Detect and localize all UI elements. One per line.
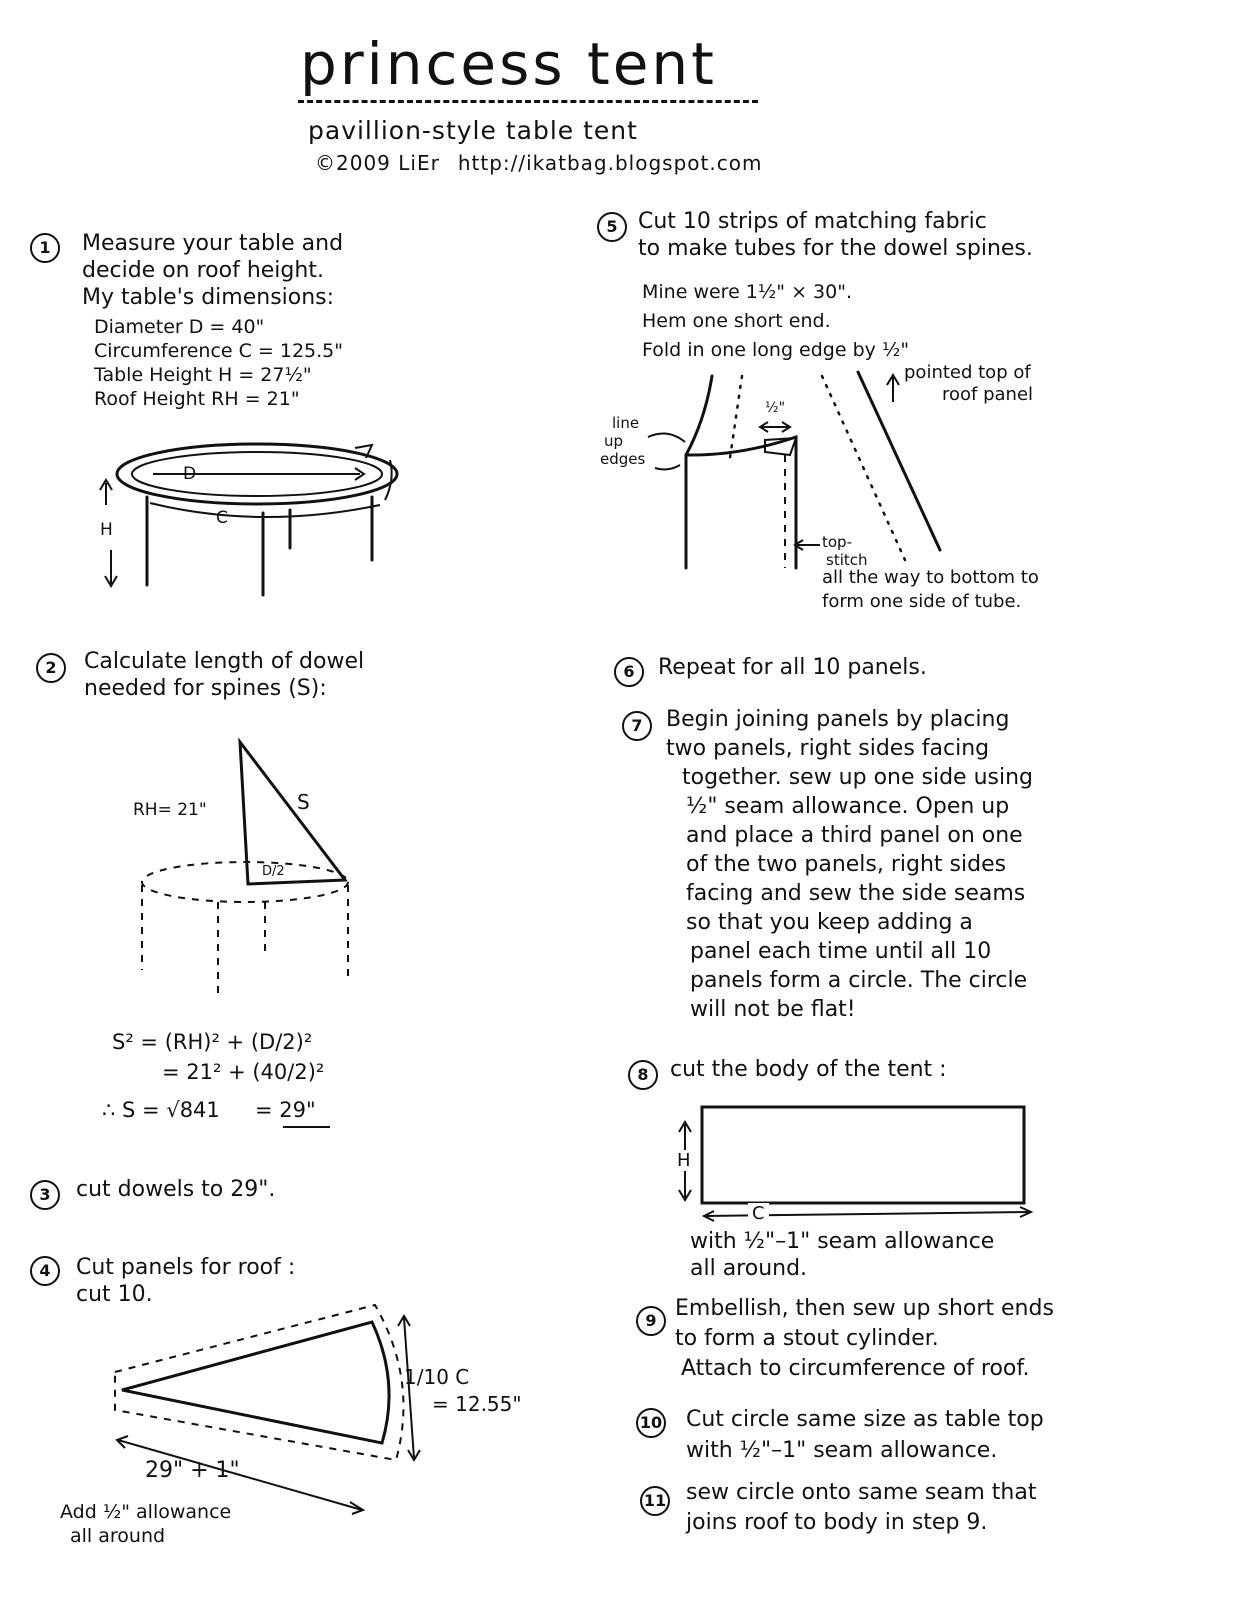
table-circumference-label: C xyxy=(216,508,228,528)
step-2-text: Calculate length of dowel needed for spines (S): xyxy=(84,649,365,701)
equation-line-1: S² = (RH)² + (D/2)² xyxy=(112,1030,313,1054)
step-7-text: Begin joining panels by placing two panels, right sides facing together. sew up one side using ½" seam allowance. Open up and place a third panel on one of the two panels, right sides facing and sew the side seams so that you keep adding a panel each time until all 10 panels form a circle. The circle will not be flat! xyxy=(666,707,1034,1022)
step-2-number: 2 xyxy=(36,653,66,683)
step-5-number: 5 xyxy=(597,212,627,242)
step-4-number: 4 xyxy=(30,1256,60,1286)
step-1-number: 1 xyxy=(30,233,60,263)
topstitch-label: top- stitch xyxy=(822,533,868,569)
half-inch-label: ½" xyxy=(765,400,786,416)
step-8-text: cut the body of the tent : xyxy=(670,1057,947,1082)
half-diameter-label: D/2 xyxy=(262,864,285,879)
step-6-text: Repeat for all 10 panels. xyxy=(658,655,927,680)
tube-side-label: all the way to bottom to form one side of tube. xyxy=(822,567,1039,612)
step-11-number: 11 xyxy=(640,1486,670,1516)
blog-url: http://ikatbag.blogspot.com xyxy=(457,151,763,175)
page-subtitle: pavillion-style table tent xyxy=(308,116,638,145)
equation-line-2: = 21² + (40/2)² xyxy=(162,1060,325,1084)
equation-result: = 29" xyxy=(255,1098,316,1122)
spine-label: S xyxy=(297,790,310,814)
page-title: princess tent xyxy=(300,30,717,98)
line-up-edges-label: line up edges xyxy=(600,414,646,468)
step-10-text: Cut circle same size as table top with ½"–1" seam allowance. xyxy=(686,1407,1044,1463)
step-5-details: Mine were 1½" × 30". Hem one short end. Fold in one long edge by ½" xyxy=(642,281,910,361)
equation-line-3: ∴ S = √841 xyxy=(102,1098,220,1122)
copyright-text: ©2009 LiEr xyxy=(315,151,440,175)
credit-line xyxy=(315,151,780,175)
tent-body-diagram xyxy=(0,0,1,1)
body-height-label: H xyxy=(677,1150,691,1171)
step-9-text: Embellish, then sew up short ends to form a stout cylinder. Attach to circumference of roof. xyxy=(675,1296,1054,1381)
step-11-text: sew circle onto same seam that joins roof to body in step 9. xyxy=(686,1480,1037,1535)
step-4-text: Cut panels for roof : cut 10. xyxy=(76,1255,296,1307)
step-1-dimensions: Diameter D = 40" Circumference C = 125.5" Table Height H = 27½" Roof Height RH = 21" xyxy=(94,316,344,410)
step-3-text: cut dowels to 29". xyxy=(76,1177,276,1202)
table-height-label: H xyxy=(100,520,113,540)
roof-allowance-note: Add ½" allowance all around xyxy=(60,1501,232,1547)
roof-length-label: 29" + 1" xyxy=(145,1458,240,1483)
roof-height-label: RH= 21" xyxy=(133,800,207,820)
step-6-number: 6 xyxy=(614,657,644,687)
step-9-number: 9 xyxy=(636,1306,666,1336)
step-10-number: 10 xyxy=(636,1408,666,1438)
roof-arc-value: = 12.55" xyxy=(432,1392,522,1416)
step-8-number: 8 xyxy=(628,1060,658,1090)
table-diameter-label: D xyxy=(183,464,197,484)
pointed-top-label: pointed top of roof panel xyxy=(904,362,1034,405)
roof-fraction-label: 1/10 C xyxy=(404,1365,470,1389)
title-divider xyxy=(298,100,758,103)
step-7-number: 7 xyxy=(622,711,652,741)
step-1-text: Measure your table and decide on roof height. My table's dimensions: xyxy=(82,231,344,310)
step-5-text: Cut 10 strips of matching fabric to make tubes for the dowel spines. xyxy=(638,209,1033,261)
step-3-number: 3 xyxy=(30,1180,60,1210)
body-circumference-label: C xyxy=(748,1203,769,1224)
body-allowance-note: with ½"–1" seam allowance all around. xyxy=(690,1229,995,1281)
